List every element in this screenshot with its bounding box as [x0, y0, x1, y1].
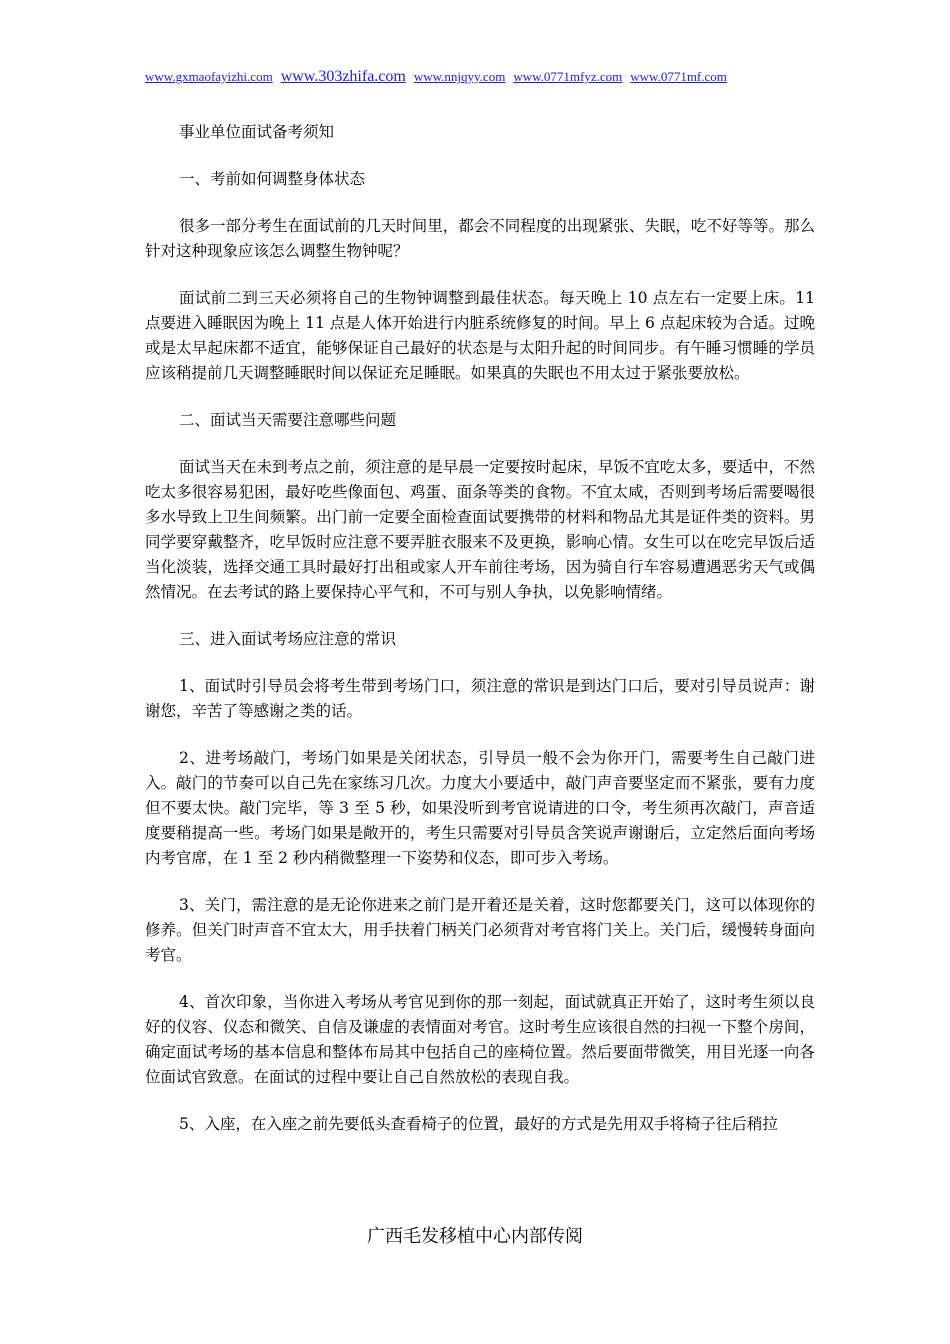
paragraph: 4、首次印象，当你进入考场从考官见到你的那一刻起，面试就真正开始了，这时考生须以良好的仪容、仪态和微笑、自信及谦虚的表情面对考官。这时考生应该很自然的扫视一下整个房间，确定面试考场的基本信息和整体布局其中包括自己的座椅位置。然后要面带微笑，用目光逐一向各位面试官致意。在面试的过程中要让自己自然放松的表现自我。	[145, 993, 815, 1086]
paragraph: 5、入座，在入座之前先要低头查看椅子的位置，最好的方式是先用双手将椅子往后稍拉	[179, 1115, 778, 1133]
page-footer: 广西毛发移植中心内部传阅	[367, 1226, 583, 1247]
header-link[interactable]: www.0771mfyz.com	[513, 69, 623, 84]
section-heading: 一、考前如何调整身体状态	[179, 170, 366, 188]
header-link[interactable]: www.0771mf.com	[630, 69, 727, 84]
document-title: 事业单位面试备考须知	[179, 123, 335, 141]
header-links	[145, 68, 825, 86]
paragraph: 3、关门，需注意的是无论你进来之前门是开着还是关着，这时您都要关门，这可以体现你的修养。但关门时声音不宜太大，用手扶着门柄关门必须背对考官将门关上。关门后，缓慢转身面向考官。	[145, 896, 815, 964]
header-link[interactable]: www.gxmaofayizhi.com	[145, 69, 273, 84]
section-heading: 三、进入面试考场应注意的常识	[179, 630, 397, 648]
header-link[interactable]: www.nnjqyy.com	[413, 69, 506, 84]
header-link[interactable]: www.303zhifa.com	[280, 68, 406, 85]
paragraph: 面试前二到三天必须将自己的生物钟调整到最佳状态。每天晚上 10 点左右一定要上床。11 点要进入睡眠因为晚上 11 点是人体开始进行内脏系统修复的时间。早上 6 点起床较为合适。过晚或是太早起床都不适宜，能够保证自己最好的状态是与太阳升起的时间同步。有午睡习惯睡的学员应该稍提前几天调整睡眠时间以保证充足睡眠。如果真的失眠也不用太过于紧张要放松。	[145, 289, 815, 382]
paragraph: 2、进考场敲门，考场门如果是关闭状态，引导员一般不会为你开门，需要考生自己敲门进入。敲门的节奏可以自己先在家练习几次。力度大小要适中，敲门声音要坚定而不紧张，要有力度但不要太快。敲门完毕，等 3 至 5 秒，如果没听到考官说请进的口令，考生须再次敲门，声音适度要稍提高一些。考场门如果是敞开的，考生只需要对引导员含笑说声谢谢后，立定然后面向考场内考官席，在 1 至 2 秒内稍微整理一下姿势和仪态，即可步入考场。	[145, 749, 815, 867]
section-heading: 二、面试当天需要注意哪些问题	[179, 411, 397, 429]
paragraph: 很多一部分考生在面试前的几天时间里，都会不同程度的出现紧张、失眠，吃不好等等。那么针对这种现象应该怎么调整生物钟呢？	[145, 217, 815, 260]
paragraph: 1、面试时引导员会将考生带到考场门口，须注意的常识是到达门口后，要对引导员说声：谢谢您，辛苦了等感谢之类的话。	[145, 677, 815, 720]
document-body	[145, 120, 815, 1159]
paragraph: 面试当天在未到考点之前，须注意的是早晨一定要按时起床，早饭不宜吃太多，要适中，不然吃太多很容易犯困，最好吃些像面包、鸡蛋、面条等类的食物。不宜太咸，否则到考场后需要喝很多水导致上卫生间频繁。出门前一定要全面检查面试要携带的材料和物品尤其是证件类的资料。男同学要穿戴整齐，吃早饭时应注意不要弄脏衣服来不及更换，影响心情。女生可以在吃完早饭后适当化淡装，选择交通工具时最好打出租或家人开车前往考场，因为骑自行车容易遭遇恶劣天气或偶然情况。在去考试的路上要保持心平气和，不可与别人争执，以免影响情绪。	[145, 458, 815, 601]
